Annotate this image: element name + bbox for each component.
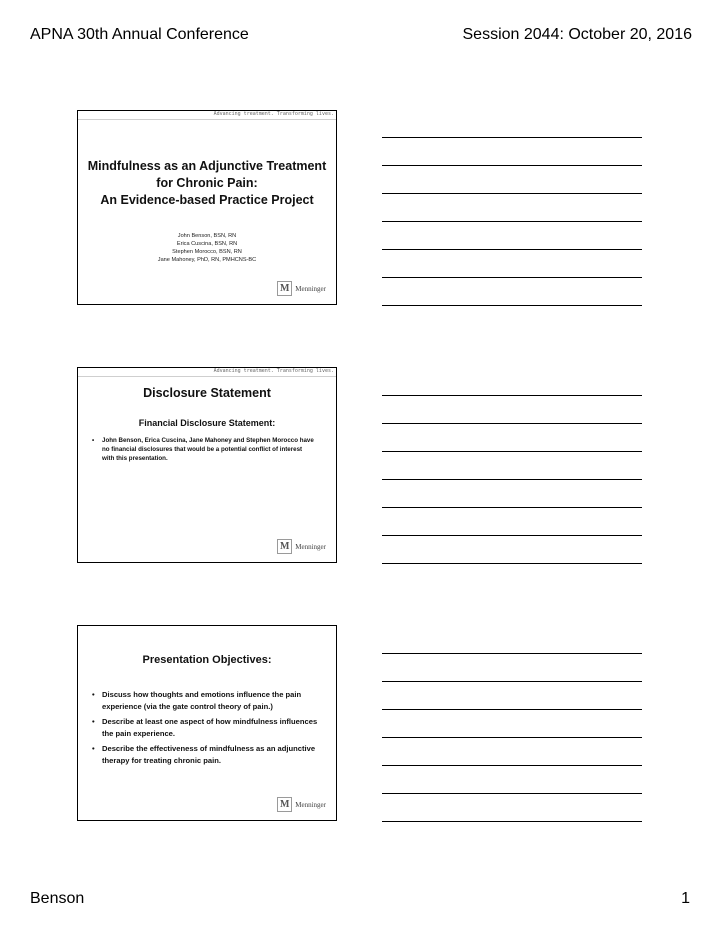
header-session: Session 2044: October 20, 2016: [462, 26, 692, 43]
note-line: [382, 821, 642, 822]
bullet-icon: •: [92, 690, 95, 699]
bullet-item: [92, 689, 318, 712]
note-line: [382, 221, 642, 222]
bullet-text: John Benson, Erica Cuscina, Jane Mahoney and Stephen Morocco have no financial disclosures that would be a potential conflict of interest with this presentation.: [102, 437, 314, 463]
logo-name: Menninger: [295, 800, 326, 809]
note-line: [382, 137, 642, 138]
bullet-icon: •: [92, 437, 95, 444]
title-line: Mindfulness as an Adjunctive Treatment: [87, 159, 327, 173]
bullet-item: [92, 716, 318, 739]
note-line: [382, 653, 642, 654]
logo-name: Menninger: [295, 542, 326, 551]
menninger-logo: [277, 797, 326, 812]
header-conference: APNA 30th Annual Conference: [30, 26, 249, 43]
slide-tagline: Advancing treatment. Transforming lives.: [213, 368, 334, 374]
note-line: [382, 737, 642, 738]
slide-3: [77, 625, 337, 821]
note-line: [382, 193, 642, 194]
slide-2: [77, 367, 337, 563]
note-line: [382, 423, 642, 424]
logo-name: Menninger: [295, 284, 326, 293]
author: Stephen Morocco, BSN, RN: [172, 249, 242, 255]
bullet-list: [92, 689, 318, 771]
note-line: [382, 165, 642, 166]
slide-subheading: Financial Disclosure Statement:: [138, 418, 276, 428]
tagline-rule: [78, 376, 336, 377]
slide-title: Disclosure Statement: [143, 386, 271, 400]
bullet-icon: •: [92, 744, 95, 754]
title-line: for Chronic Pain:: [156, 176, 258, 190]
note-line: [382, 249, 642, 250]
footer-presenter: Benson: [30, 890, 85, 907]
note-line: [382, 395, 642, 396]
bullet-item: [92, 436, 316, 464]
author: John Benson, BSN, RN: [177, 233, 237, 239]
note-line: [382, 709, 642, 710]
bullet-list: [92, 436, 316, 468]
menninger-logo: [277, 539, 326, 554]
title-line: An Evidence-based Practice Project: [100, 193, 314, 207]
slide-tagline: Advancing treatment. Transforming lives.: [213, 111, 334, 117]
note-line: [382, 681, 642, 682]
slide-title: Presentation Objectives:: [142, 654, 272, 666]
note-line: [382, 765, 642, 766]
note-line: [382, 507, 642, 508]
author: Jane Mahoney, PhD, RN, PMHCNS-BC: [157, 257, 257, 263]
note-line: [382, 535, 642, 536]
bullet-text: Describe the effectiveness of mindfulness as an adjunctive therapy for treating chronic pain.: [102, 744, 316, 765]
menninger-logo-icon: M: [277, 281, 292, 296]
slide-title: [84, 158, 330, 209]
note-line: [382, 305, 642, 306]
author-list: [78, 232, 336, 264]
author: Erica Cuscina, BSN, RN: [176, 241, 238, 247]
bullet-text: Describe at least one aspect of how mindfulness influences the pain experience.: [102, 717, 318, 738]
bullet-icon: •: [92, 717, 95, 727]
bullet-text: Discuss how thoughts and emotions influence the pain experience (via the gate control theory of pain.): [102, 690, 302, 711]
note-line: [382, 277, 642, 278]
note-line: [382, 479, 642, 480]
menninger-logo-icon: M: [277, 539, 292, 554]
note-line: [382, 451, 642, 452]
slide-1: [77, 110, 337, 305]
page-number: 1: [681, 890, 690, 907]
note-line: [382, 563, 642, 564]
menninger-logo-icon: M: [277, 797, 292, 812]
menninger-logo: [277, 281, 326, 296]
note-line: [382, 793, 642, 794]
bullet-item: [92, 743, 318, 766]
tagline-rule: [78, 119, 336, 120]
